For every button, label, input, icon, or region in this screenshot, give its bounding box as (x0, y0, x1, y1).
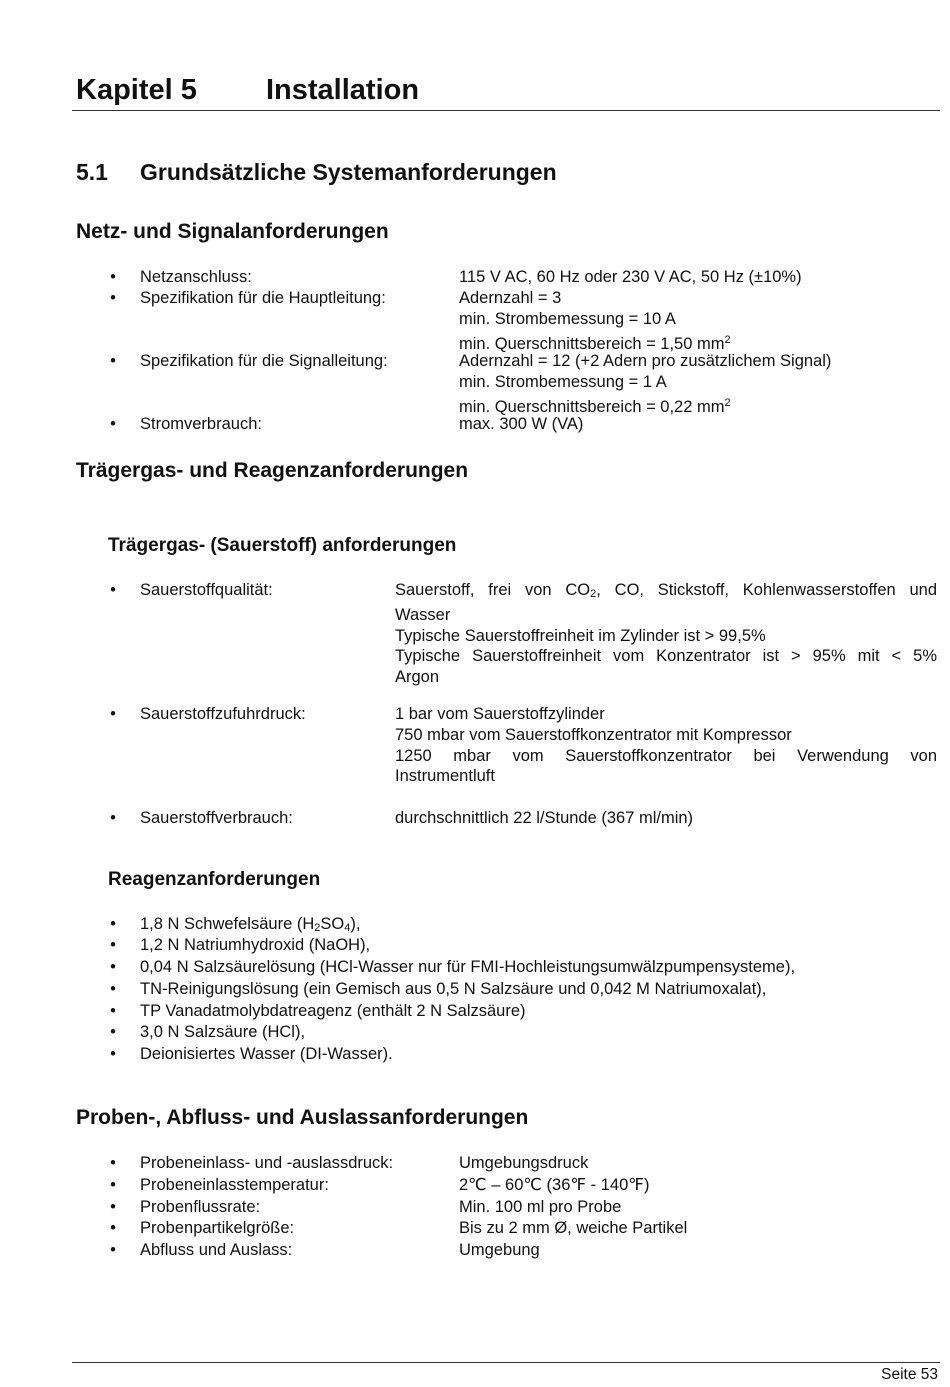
item-label: Netzanschluss: (140, 268, 252, 286)
traeger-subheading: Trägergas- (Sauerstoff) anforderungen (108, 535, 457, 556)
item-label: Abfluss und Auslass: (140, 1241, 293, 1259)
item-label: Stromverbrauch: (140, 415, 262, 433)
reagenz-list (108, 914, 938, 1064)
item-value: 1250 mbar vom Sauerstoffkonzentrator bei Verwendung von (395, 746, 937, 765)
bullet: • (110, 289, 116, 307)
page-number: Seite 53 (881, 1366, 938, 1383)
bullet: • (110, 268, 116, 286)
bullet: • (110, 1219, 116, 1237)
item-value: Umgebung (459, 1241, 540, 1259)
item-value: 750 mbar vom Sauerstoffkonzentrator mit Kompressor (395, 725, 792, 744)
item-value: min. Strombemessung = 1 A (459, 372, 667, 391)
bullet: • (110, 1045, 116, 1063)
item-value: min. Querschnittsbereich = 0,22 mm (459, 397, 725, 416)
item-text: TN-Reinigungslösung (ein Gemisch aus 0,5 N Salzsäure und 0,042 M Natriumoxalat), (140, 980, 767, 998)
sauerstoff-list (108, 580, 938, 840)
item-value: 1 bar vom Sauerstoffzylinder (395, 705, 605, 723)
header-rule (72, 110, 940, 111)
traeger-heading: Trägergas- und Reagenzanforderungen (76, 459, 469, 482)
section-heading (76, 159, 557, 186)
bullet: • (110, 1241, 116, 1259)
item-label: Sauerstoffzufuhrdruck: (140, 705, 306, 723)
netz-list (108, 267, 938, 437)
bullet: • (110, 1198, 116, 1216)
item-text: TP Vanadatmolybdatreagenz (enthält 2 N Salzsäure) (140, 1002, 526, 1020)
item-value: min. Querschnittsbereich = 1,50 mm (459, 334, 725, 353)
item-text: 3,0 N Salzsäure (HCl), (140, 1023, 306, 1041)
item-label: Probenpartikelgröße: (140, 1219, 295, 1237)
bullet: • (110, 809, 116, 827)
item-label: Probeneinlass- und -auslassdruck: (140, 1154, 394, 1172)
item-value: Sauerstoff, frei von CO (395, 581, 591, 599)
item-text: SO (320, 915, 345, 933)
item-text: 0,04 N Salzsäurelösung (HCl-Wasser nur für FMI-Hochleistungsumwälzpumpensysteme), (140, 958, 796, 976)
item-label: Probenflussrate: (140, 1198, 261, 1216)
bullet: • (110, 936, 116, 954)
bullet: • (110, 581, 116, 599)
proben-list (108, 1153, 938, 1263)
item-value: Adernzahl = 12 (+2 Adern pro zusätzlichem Signal) (459, 352, 832, 370)
item-value: Bis zu 2 mm Ø, weiche Partikel (459, 1219, 688, 1237)
item-value: min. Strombemessung = 10 A (459, 309, 676, 328)
bullet: • (110, 1002, 116, 1020)
item-text: 1,8 N Schwefelsäure (H (140, 915, 315, 933)
item-value: Argon (395, 668, 440, 687)
item-value: , CO, Stickstoff, Kohlenwasserstoffen und (596, 581, 937, 599)
netz-heading: Netz- und Signalanforderungen (76, 220, 389, 243)
item-label: Spezifikation für die Signalleitung: (140, 352, 388, 370)
footer-rule (72, 1362, 940, 1363)
chapter-title: Installation (266, 74, 420, 106)
bullet: • (110, 980, 116, 998)
item-value: Typische Sauerstoffreinheit vom Konzentrator ist > 95% mit < 5% (395, 647, 937, 666)
bullet: • (110, 1176, 116, 1194)
item-text: 1,2 N Natriumhydroxid (NaOH), (140, 936, 371, 954)
item-value: durchschnittlich 22 l/Stunde (367 ml/min) (395, 809, 694, 827)
chapter-number: Kapitel 5 (76, 74, 197, 106)
bullet: • (110, 1154, 116, 1172)
item-value: Min. 100 ml pro Probe (459, 1198, 622, 1216)
bullet: • (110, 958, 116, 976)
item-value: Typische Sauerstoffreinheit im Zylinder ist > 99,5% (395, 626, 766, 645)
proben-heading: Proben-, Abfluss- und Auslassanforderungen (76, 1106, 529, 1129)
reagenz-heading: Reagenzanforderungen (108, 869, 321, 890)
item-value: 115 V AC, 60 Hz oder 230 V AC, 50 Hz (±10%) (459, 268, 802, 286)
item-value: Umgebungsdruck (459, 1154, 589, 1172)
bullet: • (110, 415, 116, 433)
item-value: Instrumentluft (395, 767, 495, 786)
subscript: 4 (344, 922, 351, 934)
superscript: 2 (724, 396, 731, 409)
bullet: • (110, 352, 116, 370)
section-number: 5.1 (76, 159, 108, 185)
item-label: Spezifikation für die Hauptleitung: (140, 289, 386, 307)
subscript: 2 (590, 588, 597, 600)
item-value: 2℃ – 60℃ (36℉ - 140℉) (459, 1176, 650, 1194)
bullet: • (110, 915, 116, 933)
bullet: • (110, 1023, 116, 1041)
bullet: • (110, 705, 116, 723)
subscript: 2 (314, 922, 321, 934)
item-label: Probeneinlasstemperatur: (140, 1176, 329, 1194)
item-value: Adernzahl = 3 (459, 289, 562, 307)
item-text: Deionisiertes Wasser (DI-Wasser). (140, 1045, 393, 1063)
item-label: Sauerstoffqualität: (140, 581, 273, 599)
item-value: max. 300 W (VA) (459, 415, 584, 433)
section-title: Grundsätzliche Systemanforderungen (140, 159, 557, 185)
item-label: Sauerstoffverbrauch: (140, 809, 293, 827)
item-value: Wasser (395, 605, 451, 624)
item-text: ), (350, 915, 361, 933)
superscript: 2 (724, 333, 731, 346)
